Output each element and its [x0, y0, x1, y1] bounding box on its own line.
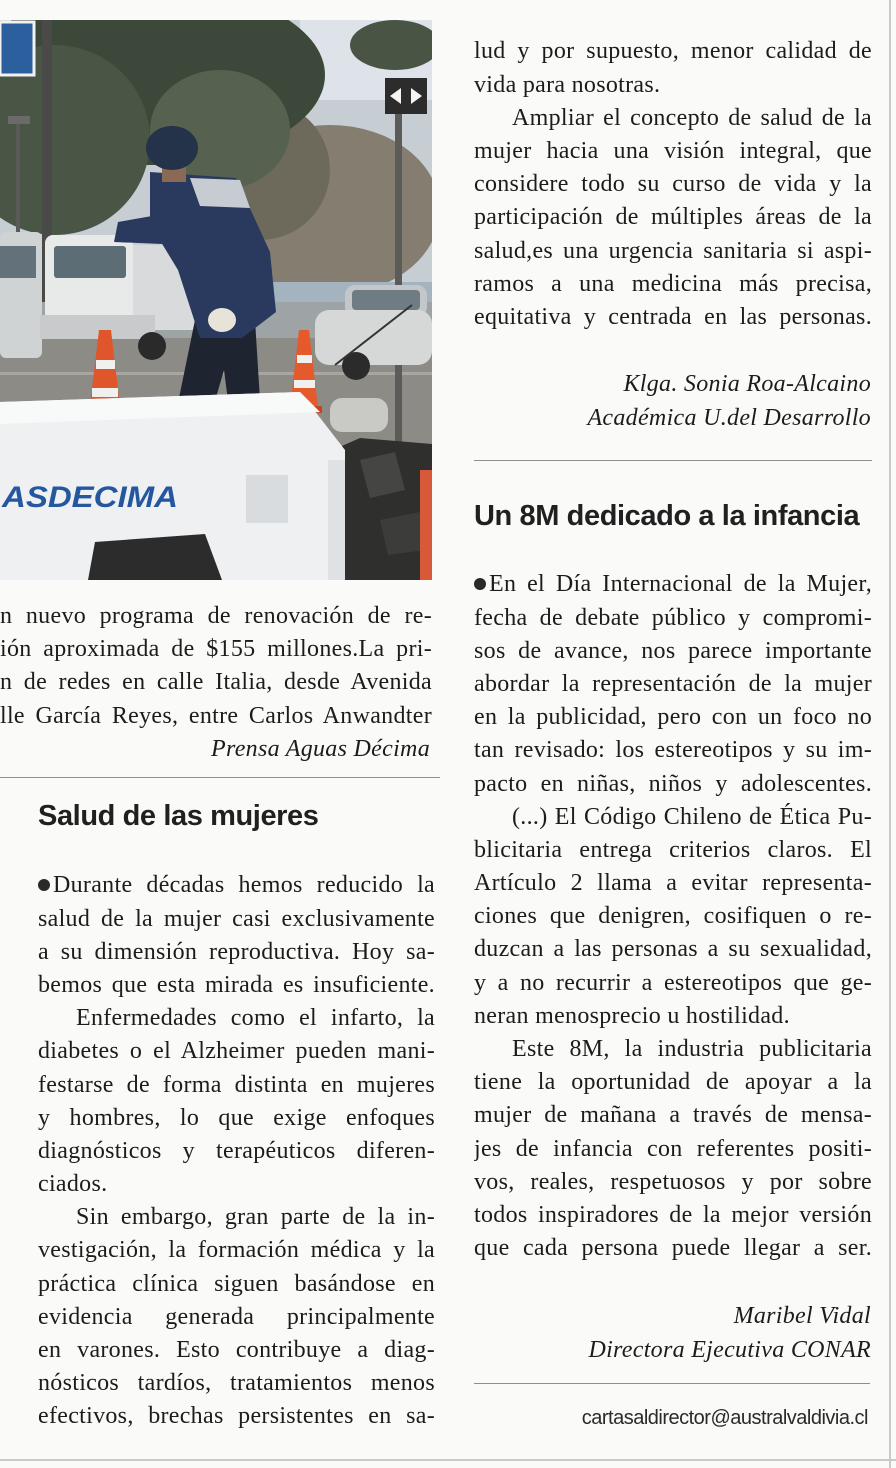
letter-title: Un 8M dedicado a la infancia [474, 500, 860, 532]
caption-line: lle García Reyes, entre Carlos Anwandter [0, 702, 432, 729]
body-line: vida para nosotras. [474, 71, 661, 98]
body-line-text: En el Día Internacional de la Mujer, [489, 571, 872, 598]
orange-pole [420, 470, 432, 580]
white-barrier [0, 392, 345, 580]
body-line: ciados. [38, 1171, 108, 1198]
body-line: en la publicidad, pero con un foco no [474, 704, 872, 731]
divider [474, 1383, 870, 1384]
body-line: sos de avance, nos parece importante [474, 637, 872, 664]
body-line: ramos a una medicina más precisa, [474, 270, 872, 297]
body-line: fecha de debate público y compromi- [474, 604, 872, 631]
body-line: práctica clínica siguen basándose en [38, 1270, 435, 1297]
body-line: participación de múltiples áreas de la [474, 204, 872, 231]
body-line: abordar la representación de la mujer [474, 670, 872, 697]
signature-name: Klga. Sonia Roa-Alcaino [623, 371, 871, 398]
body-line: a su dimensión reproductiva. Hoy sa- [38, 938, 435, 965]
photo-caption [0, 600, 432, 766]
letter-body-left-column [38, 869, 435, 1433]
body-line: nósticos tardíos, tratamientos menos [38, 1370, 435, 1397]
caption-credit: Prensa Aguas Décima [210, 735, 430, 762]
divider [474, 460, 872, 461]
divider [0, 777, 440, 778]
body-line: pacto en niñas, niños y adolescentes. [474, 770, 872, 797]
bullet-icon [38, 879, 50, 891]
body-line: efectivos, brechas persistentes en sa- [38, 1403, 435, 1430]
letter-body-right-column [474, 35, 872, 334]
body-line: mujer hacia una visión integral, que [474, 137, 872, 164]
body-line: que cada persona puede llegar a ser. [474, 1235, 872, 1262]
body-line-text: Durante décadas hemos reducido la [53, 872, 435, 899]
bullet-icon [474, 578, 486, 590]
body-line: y hombres, lo que exige enfoques [38, 1104, 435, 1131]
body-line: Ampliar el concepto de salud de la [512, 104, 872, 131]
body-line: bemos que esta mirada es insuficiente. [38, 971, 435, 998]
body-line: tan revisado: los estereotipos y su im- [474, 737, 872, 764]
news-photo [0, 20, 432, 580]
body-line: Este 8M, la industria publicitaria [512, 1036, 872, 1063]
gray-tank [330, 398, 388, 432]
body-line: diabetes o el Alzheimer pueden mani- [38, 1038, 435, 1065]
caption-line: n nuevo programa de renovación de re- [0, 603, 432, 629]
body-line: considere todo su curso de vida y la [474, 171, 872, 198]
signature-name: Maribel Vidal [733, 1303, 871, 1330]
letter-signature [474, 1300, 871, 1366]
signature-affiliation: Académica U.del Desarrollo [587, 404, 871, 431]
body-line [474, 568, 872, 601]
letter-body [474, 568, 872, 1265]
blue-road-sign-icon [0, 22, 34, 75]
body-line: vestigación, la formación médica y la [38, 1237, 435, 1264]
caption-line: n de redes en calle Italia, desde Avenida [0, 669, 432, 696]
body-line: tiene la oportunidad de apoyar a la [474, 1069, 872, 1096]
body-line: blicitaria entrega criterios claros. El [474, 836, 872, 863]
caption-line: ión aproximada de $155 millones.La pri- [0, 636, 432, 663]
parked-car-left [0, 232, 42, 358]
body-line: todos inspiradores de la mejor versión [474, 1201, 872, 1228]
body-line: en varones. Esto contribuye a diag- [38, 1337, 435, 1364]
body-line: neran menosprecio u hostilidad. [474, 1002, 790, 1029]
body-line: Sin embargo, gran parte de la in- [76, 1204, 435, 1231]
footer-email: cartasaldirector@australvaldivia.cl [581, 1407, 868, 1429]
barrier-lettering: ASDECIMA [0, 481, 179, 514]
page-edge-right [889, 0, 891, 1468]
body-line: duzcan a las personas a su sexualidad, [474, 936, 872, 963]
body-line: jes de infancia con referentes positi- [474, 1135, 872, 1162]
body-line: lud y por supuesto, menor calidad de [474, 38, 872, 65]
body-line: y a no recurrir a estereotipos que ge- [474, 969, 872, 996]
body-line: diagnósticos y terapéuticos diferen- [38, 1137, 435, 1164]
body-line: festarse de forma distinta en mujeres [38, 1071, 435, 1098]
body-line: Enfermedades como el infarto, la [76, 1005, 435, 1032]
body-line: mujer de mañana a través de mensa- [474, 1102, 872, 1129]
letter-signature [474, 368, 871, 434]
body-line: equitativa y centrada en las personas. [474, 303, 872, 330]
body-line: Artículo 2 llama a evitar representa- [474, 870, 872, 897]
body-line: evidencia generada principalmente [38, 1303, 435, 1330]
body-line [38, 869, 435, 902]
page-edge-bottom [0, 1459, 896, 1461]
body-line: ciones que denigren, cosifiquen o re- [474, 903, 872, 930]
body-line: salud,es una urgencia sanitaria si aspi- [474, 237, 872, 264]
letter-title: Salud de las mujeres [38, 800, 319, 832]
signature-affiliation: Directora Ejecutiva CONAR [588, 1336, 871, 1363]
body-line: (...) El Código Chileno de Ética Pu- [512, 803, 872, 830]
body-line: vos, reales, respetuosos y por sobre [474, 1168, 872, 1195]
body-line: salud de la mujer casi exclusivamente [38, 905, 435, 932]
